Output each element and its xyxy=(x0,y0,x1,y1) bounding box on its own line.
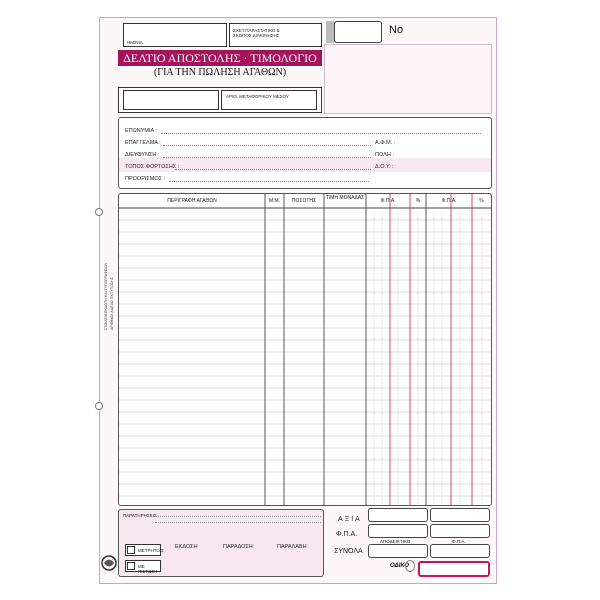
notes-field-line[interactable] xyxy=(155,522,321,523)
number-box xyxy=(334,21,382,43)
col-header-vat-2: Φ.Π.Α. xyxy=(441,198,457,204)
cash-tick[interactable] xyxy=(127,546,135,554)
reference-label: ΣΧΕΤ.ΠΑΡΑΣΤΑΤΙΚΟ & ΣΚΟΠΟΣ ΔΙΑΚΙΝΗΣΗΣ xyxy=(233,28,280,38)
city-label: ΠΟΛΗ : xyxy=(375,152,394,158)
brand-label: ΟΔΙΚΟ xyxy=(390,563,409,569)
vehicle-box-right[interactable] xyxy=(221,90,317,110)
profession-label: ΕΠΑΓΓΕΛΜΑ : xyxy=(125,140,161,146)
credit-checkbox[interactable] xyxy=(125,560,161,572)
amount-header-left: ΑΠΟΔΕΙΚΤΙΚΟ xyxy=(380,539,411,544)
name-field[interactable] xyxy=(161,133,481,134)
vehicle-label: ΑΡΙΘ. ΜΕΤΑΦΟΡΙΚΟΥ ΜΕΣΟΥ xyxy=(226,94,289,99)
vat-label: Α.Φ.Μ. : xyxy=(375,140,396,146)
col-header-description: ΠΕΡΙΓΡΑΦΗ ΑΓΑΘΩΝ xyxy=(167,198,217,204)
vehicle-row xyxy=(118,87,322,113)
delivery-label: ΠΑΡΑΔΟΣΗ xyxy=(223,544,253,550)
credit-label: ΜΕ ΠΙΣΤΩΣΗ xyxy=(138,564,158,574)
credit-tick[interactable] xyxy=(127,562,135,570)
items-table xyxy=(118,193,492,506)
loading-label: ΤΟΠΟΣ ΦΟΡΤΩΣΗΣ : xyxy=(125,164,180,170)
punch-hole xyxy=(95,402,103,410)
address-field[interactable] xyxy=(163,157,371,158)
notes-field[interactable] xyxy=(155,516,321,517)
cash-label: ΜΕΤΡΗΤΟΙΣ xyxy=(138,548,164,553)
date-label: ΗΜ/ΝΙΑ xyxy=(127,40,143,45)
col-header-pct-2: % xyxy=(479,198,484,204)
barcode-stub xyxy=(326,21,334,43)
vat-amount-left[interactable] xyxy=(368,524,428,538)
notes-label: ΠΑΡΑΤΗΡΗΣΕΙΣ xyxy=(123,513,157,518)
notes-section xyxy=(118,509,324,577)
vehicle-box-left[interactable] xyxy=(123,90,219,110)
profession-field[interactable] xyxy=(163,145,371,146)
cash-checkbox[interactable] xyxy=(125,544,164,556)
col-header-pct-1: % xyxy=(415,198,421,204)
value-amount-left[interactable] xyxy=(368,508,428,522)
date-box[interactable] xyxy=(123,23,227,47)
document-title: ΔΕΛΤΙΟ ΑΠΟΣΤΟΛΗΣ · ΤΙΜΟΛΟΓΙΟ xyxy=(118,50,322,66)
col-header-quantity: ΠΟΣΟΤΗΣ xyxy=(291,198,317,204)
value-amount-right[interactable] xyxy=(430,508,490,522)
col-header-unit-price: ΤΙΜΗ ΜΟΝΑΔΑΣ xyxy=(325,195,365,201)
total-label: ΣΥΝΟΛΑ xyxy=(334,548,363,555)
side-license-text: ΑΡΙΘΜΟΣ ΑΔΕΙΑΣ ΕΚΤΥΠΩΣΗΣ xyxy=(110,277,114,330)
table-grid xyxy=(119,194,491,505)
destination-field[interactable] xyxy=(169,181,369,182)
col-header-vat-1: Φ.Π.Α. xyxy=(380,198,396,204)
issue-label: ΕΚΔΟΣΗ xyxy=(175,544,198,550)
total-amount-left[interactable] xyxy=(368,544,428,558)
amount-header-right: Φ.Π.Α. xyxy=(452,539,466,544)
destination-label: ΠΡΟΟΡΙΣΜΟΣ : xyxy=(125,176,166,182)
grand-total-box[interactable] xyxy=(418,561,490,577)
receipt-label: ΠΑΡΑΛΑΒΗ xyxy=(277,544,307,550)
side-issuer-text: ΣΤΟΙΧΕΙΑ ΕΚΔΟΤΗ ΚΑΙ ΤΥΠΟΓΡΑΦΕΙΟΥ xyxy=(104,262,108,330)
euro-icon xyxy=(405,560,415,572)
number-label: No xyxy=(389,24,404,36)
reference-box[interactable] xyxy=(229,23,322,47)
col-header-unit: Μ.Μ. xyxy=(268,198,281,204)
customer-section xyxy=(118,117,492,189)
tax-office-label: Δ.Ο.Υ. : xyxy=(375,164,394,170)
loading-field[interactable] xyxy=(175,169,371,170)
value-label: ΑΞΙΑ xyxy=(338,516,362,523)
punch-hole xyxy=(95,208,103,216)
address-label: ΔΙΕΥΘΥΝΣΗ : xyxy=(125,152,160,158)
total-amount-right[interactable] xyxy=(430,544,490,558)
name-label: ΕΠΩΝΥΜΙΑ : xyxy=(125,128,157,134)
document-subtitle: (ΓΙΑ ΤΗΝ ΠΩΛΗΣΗ ΑΓΑΘΩΝ) xyxy=(153,67,287,78)
vat-total-label: Φ.Π.Α. xyxy=(336,531,358,538)
publisher-logo xyxy=(100,554,118,572)
vat-amount-right[interactable] xyxy=(430,524,490,538)
issuer-box xyxy=(324,44,492,114)
